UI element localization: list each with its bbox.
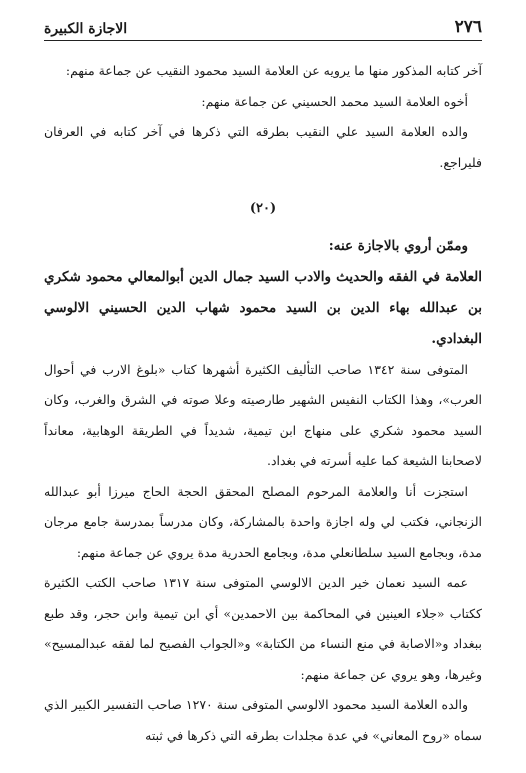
page-number: ٢٧٦ [454, 17, 482, 37]
paragraph-2: أخوه العلامة السيد محمد الحسيني عن جماعة منهم: [201, 93, 468, 109]
header-rule [44, 40, 482, 41]
paragraph-3: والده العلامة السيد علي النقيب بطرقه التي ذكرها في آخر كتابه في العرفان فليراجع. [44, 124, 482, 170]
paragraph-7: استجزت أنا والعلامة المرحوم المصلح المحقق الحجة الحاج ميرزا أبو عبدالله الزنجاني، فكتب لي وله اجازة واحدة بالمشاركة، وكان مدرساً بمدرسة جامع مرجان مدة، وبجامع السيد سلطانعلي مدة، وبجامع الحدرية مدة يروي عن جماعة منهم: [44, 483, 482, 560]
paragraph-8: عمه السيد نعمان خير الدين الالوسي المتوفى سنة ١٣١٧ صاحب الكتب الكثيرة ككتاب «جلاء العينين في المحاكمة بين الاحمدين» أي ابن تيمية وابن حجر، وقد طبع ببغداد و«الاصابة في منع النساء من الكتابة» و«الجواب الفصيح لما لفقه عبدالمسيح» وغيرها، وهو يروي عن جماعة منهم: [44, 575, 482, 682]
page-header [44, 11, 482, 37]
scholar-name: العلامة في الفقه والحديث والادب السيد جمال الدين أبوالمعالي محمود شكري بن عبدالله بهاء الدين بن السيد محمود شهاب الدين الحسيني الالوسي البغدادي. [44, 268, 482, 347]
page-body [44, 56, 482, 751]
paragraph-1: آخر كتابه المذكور منها ما يرويه عن العلامة السيد محمود النقيب عن جماعة منهم: [65, 63, 482, 78]
section-number: (٢٠) [249, 201, 277, 216]
paragraph-9: والده العلامة السيد محمود الالوسي المتوفى سنة ١٢٧٠ صاحب التفسير الكبير الذي سماه «روح المعاني» في عدة مجلدات بطرقه التي ذكرها في ثبته [44, 697, 482, 743]
paragraph-6: المتوفى سنة ١٣٤٢ صاحب التأليف الكثيرة أشهرها كتاب «بلوغ الارب في أحوال العرب»، وهذا الكتاب النفيس الشهير طارصيته وعلا صوته في الشرق والغرب، وكان السيد محمود شكري على منهاج ابن تيمية، شديداً في الطريقة الوهابية، معانداً لاصحابنا الشيعة كما عليه أسرته في بغداد. [44, 361, 482, 468]
paragraph-4: وممّن أروي بالاجازة عنه: [328, 237, 468, 254]
running-title: الاجازة الكبيرة [44, 21, 128, 37]
